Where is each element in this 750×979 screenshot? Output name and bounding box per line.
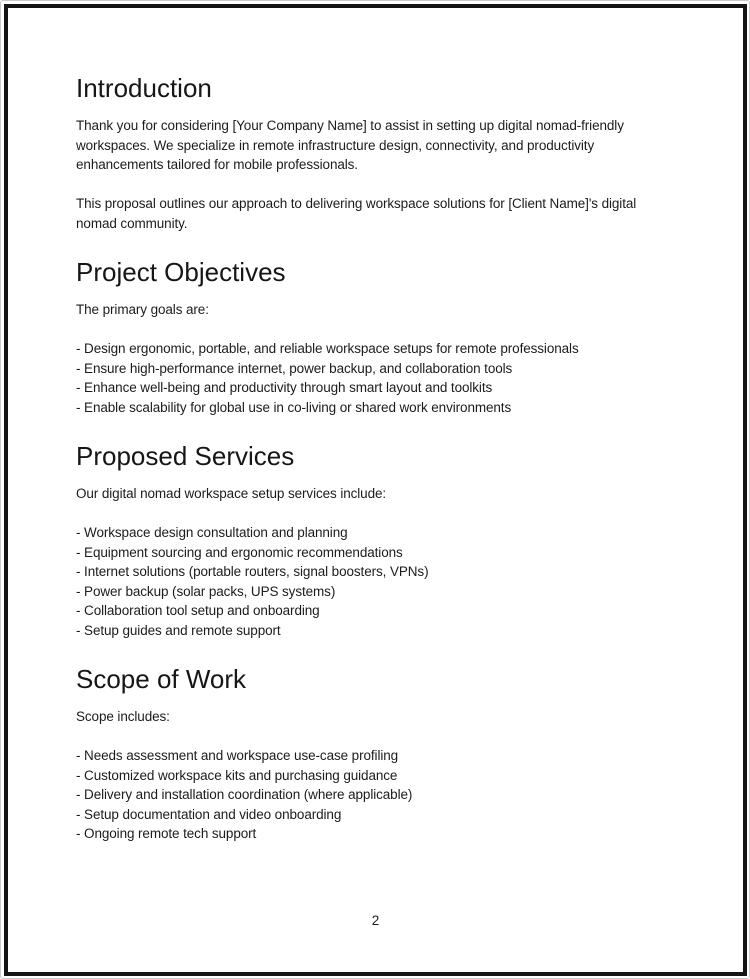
list-item: - Needs assessment and workspace use-case profiling (76, 748, 399, 763)
section-heading: Project Objectives (76, 257, 286, 287)
section-heading: Introduction (76, 73, 212, 103)
list-item: - Enhance well-being and productivity through smart layout and toolkits (76, 380, 493, 395)
paragraph: Our digital nomad workspace setup services include: (76, 486, 387, 501)
list-item: - Workspace design consultation and planning (76, 525, 348, 540)
section-project-objectives (76, 257, 677, 417)
paragraph: The primary goals are: (76, 302, 209, 317)
document-page (4, 4, 747, 976)
list-item: - Power backup (solar packs, UPS systems) (76, 583, 336, 599)
section-heading: Scope of Work (76, 664, 247, 694)
list-item: - Setup guides and remote support (76, 622, 281, 638)
objectives-list (76, 339, 677, 417)
list-item: - Internet solutions (portable routers, signal boosters, VPNs) (76, 564, 429, 579)
paragraph: Scope includes: (76, 709, 170, 724)
services-list (76, 523, 677, 640)
list-item: - Ongoing remote tech support (76, 826, 257, 841)
section-introduction (76, 73, 677, 233)
page-number: 2 (371, 913, 380, 928)
list-item: - Delivery and installation coordination (where applicable) (76, 787, 413, 802)
list-item: - Setup documentation and video onboarding (76, 806, 342, 822)
list-item: - Customized workspace kits and purchasing guidance (76, 767, 398, 783)
paragraph: Thank you for considering [Your Company Name] to assist in setting up digital nomad-friendly workspaces. We specialize in remote infrastructure design, connectivity, and productivity enhancements tailored for mobile professionals. (76, 118, 624, 172)
paragraph: This proposal outlines our approach to delivering workspace solutions for [Client Name]'s digital nomad community. (76, 196, 637, 231)
section-heading: Proposed Services (76, 441, 295, 471)
list-item: - Equipment sourcing and ergonomic recommendations (76, 544, 403, 560)
page-footer (8, 912, 743, 930)
list-item: - Design ergonomic, portable, and reliable workspace setups for remote professionals (76, 341, 579, 356)
scope-list (76, 746, 677, 844)
list-item: - Enable scalability for global use in co-living or shared work environments (76, 399, 512, 415)
list-item: - Ensure high-performance internet, power backup, and collaboration tools (76, 360, 513, 376)
section-scope-of-work (76, 664, 677, 844)
section-proposed-services (76, 441, 677, 640)
page-content (8, 8, 743, 844)
list-item: - Collaboration tool setup and onboarding (76, 603, 320, 618)
